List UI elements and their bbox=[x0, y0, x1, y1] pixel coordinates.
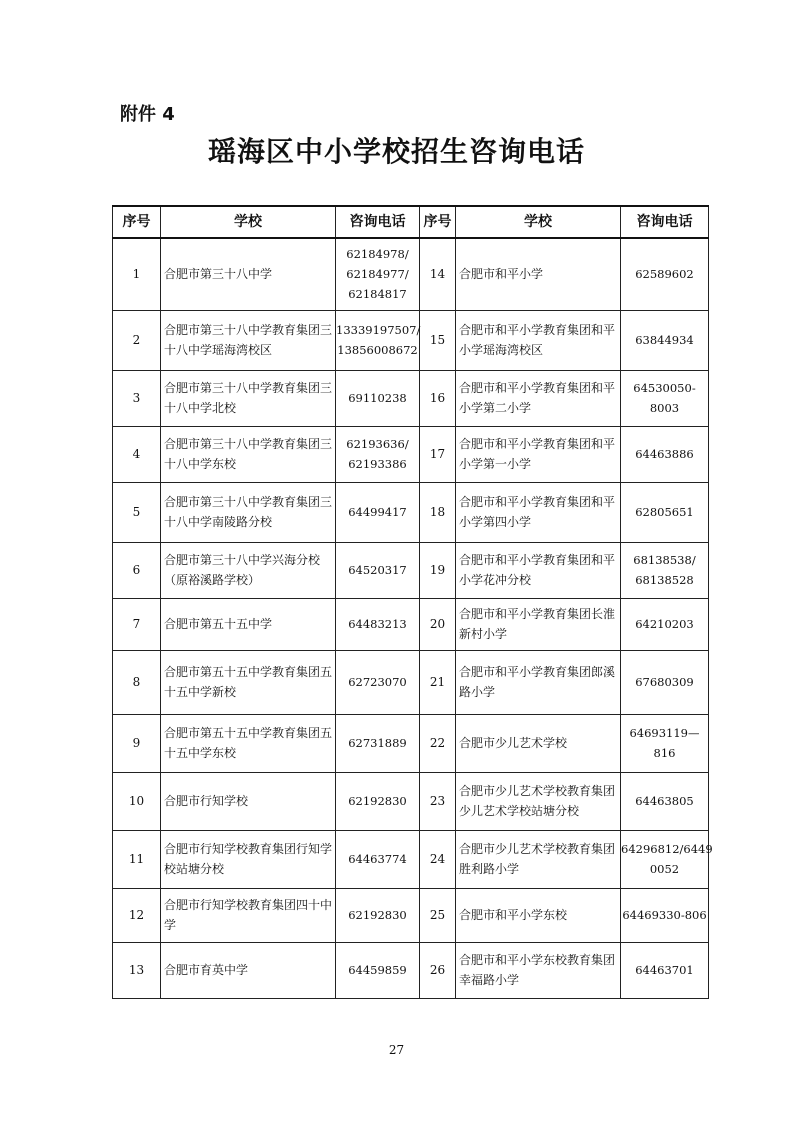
right-seq-cell: 16 bbox=[420, 370, 456, 426]
header-school-right: 学校 bbox=[456, 206, 621, 238]
right-school-cell: 合肥市少儿艺术学校 bbox=[456, 714, 621, 772]
header-tel-left: 咨询电话 bbox=[336, 206, 420, 238]
right-tel-cell: 64463701 bbox=[621, 942, 709, 998]
left-tel-cell: 64463774 bbox=[336, 830, 420, 888]
right-tel-cell: 67680309 bbox=[621, 650, 709, 714]
right-school-cell: 合肥市和平小学教育集团和平小学花冲分校 bbox=[456, 542, 621, 598]
header-seq-right: 序号 bbox=[420, 206, 456, 238]
right-seq-cell: 19 bbox=[420, 542, 456, 598]
right-school-cell: 合肥市和平小学教育集团和平小学第四小学 bbox=[456, 482, 621, 542]
left-school-cell: 合肥市第三十八中学 bbox=[161, 238, 336, 310]
left-school-cell: 合肥市行知学校 bbox=[161, 772, 336, 830]
table-row bbox=[113, 310, 709, 370]
right-school-cell: 合肥市和平小学教育集团和平小学第二小学 bbox=[456, 370, 621, 426]
table-row bbox=[113, 942, 709, 998]
right-tel-cell: 64463805 bbox=[621, 772, 709, 830]
left-seq-cell: 3 bbox=[113, 370, 161, 426]
left-seq-cell: 10 bbox=[113, 772, 161, 830]
right-tel-cell: 63844934 bbox=[621, 310, 709, 370]
right-school-cell: 合肥市和平小学教育集团和平小学瑶海湾校区 bbox=[456, 310, 621, 370]
left-tel-cell: 62731889 bbox=[336, 714, 420, 772]
right-seq-cell: 17 bbox=[420, 426, 456, 482]
left-seq-cell: 5 bbox=[113, 482, 161, 542]
left-school-cell: 合肥市第五十五中学 bbox=[161, 598, 336, 650]
left-tel-cell: 62184978/ 62184977/ 62184817 bbox=[336, 238, 420, 310]
left-school-cell: 合肥市第三十八中学教育集团三十八中学瑶海湾校区 bbox=[161, 310, 336, 370]
header-school-left: 学校 bbox=[161, 206, 336, 238]
left-school-cell: 合肥市第三十八中学兴海分校（原裕溪路学校） bbox=[161, 542, 336, 598]
right-school-cell: 合肥市和平小学东校教育集团幸福路小学 bbox=[456, 942, 621, 998]
left-tel-cell: 62723070 bbox=[336, 650, 420, 714]
right-tel-cell: 64530050-8003 bbox=[621, 370, 709, 426]
table-row bbox=[113, 370, 709, 426]
left-tel-cell: 62193636/ 62193386 bbox=[336, 426, 420, 482]
right-school-cell: 合肥市少儿艺术学校教育集团胜利路小学 bbox=[456, 830, 621, 888]
header-seq-left: 序号 bbox=[113, 206, 161, 238]
right-tel-cell: 64296812/6449 0052 bbox=[621, 830, 709, 888]
left-seq-cell: 8 bbox=[113, 650, 161, 714]
left-seq-cell: 9 bbox=[113, 714, 161, 772]
left-seq-cell: 4 bbox=[113, 426, 161, 482]
right-seq-cell: 22 bbox=[420, 714, 456, 772]
left-seq-cell: 12 bbox=[113, 888, 161, 942]
right-school-cell: 合肥市少儿艺术学校教育集团少儿艺术学校站塘分校 bbox=[456, 772, 621, 830]
page-number: 27 bbox=[388, 1043, 405, 1057]
left-school-cell: 合肥市第五十五中学教育集团五十五中学东校 bbox=[161, 714, 336, 772]
left-school-cell: 合肥市第三十八中学教育集团三十八中学东校 bbox=[161, 426, 336, 482]
left-seq-cell: 7 bbox=[113, 598, 161, 650]
left-tel-cell: 64499417 bbox=[336, 482, 420, 542]
annex-label: 附件 4 bbox=[120, 104, 175, 125]
right-school-cell: 合肥市和平小学教育集团和平小学第一小学 bbox=[456, 426, 621, 482]
left-school-cell: 合肥市第五十五中学教育集团五十五中学新校 bbox=[161, 650, 336, 714]
table-row bbox=[113, 482, 709, 542]
page-title: 瑶海区中小学校招生咨询电话 bbox=[207, 135, 585, 168]
table-row bbox=[113, 714, 709, 772]
right-seq-cell: 24 bbox=[420, 830, 456, 888]
right-seq-cell: 21 bbox=[420, 650, 456, 714]
left-school-cell: 合肥市第三十八中学教育集团三十八中学南陵路分校 bbox=[161, 482, 336, 542]
table-header-row bbox=[113, 206, 709, 238]
right-tel-cell: 62805651 bbox=[621, 482, 709, 542]
left-tel-cell: 62192830 bbox=[336, 888, 420, 942]
table-row bbox=[113, 426, 709, 482]
table-row bbox=[113, 830, 709, 888]
right-tel-cell: 68138538/ 68138528 bbox=[621, 542, 709, 598]
left-tel-cell: 62192830 bbox=[336, 772, 420, 830]
right-school-cell: 合肥市和平小学教育集团长淮新村小学 bbox=[456, 598, 621, 650]
left-seq-cell: 13 bbox=[113, 942, 161, 998]
left-seq-cell: 1 bbox=[113, 238, 161, 310]
right-tel-cell: 64463886 bbox=[621, 426, 709, 482]
left-seq-cell: 6 bbox=[113, 542, 161, 598]
right-tel-cell: 64469330-806 bbox=[621, 888, 709, 942]
right-tel-cell: 64693119—816 bbox=[621, 714, 709, 772]
table-body bbox=[113, 238, 713, 998]
table-row bbox=[113, 542, 709, 598]
left-tel-cell: 64459859 bbox=[336, 942, 420, 998]
left-tel-cell: 69110238 bbox=[336, 370, 420, 426]
right-seq-cell: 18 bbox=[420, 482, 456, 542]
right-tel-cell: 64210203 bbox=[621, 598, 709, 650]
header-tel-right: 咨询电话 bbox=[621, 206, 709, 238]
school-phone-table bbox=[112, 205, 713, 999]
right-school-cell: 合肥市和平小学教育集团郎溪路小学 bbox=[456, 650, 621, 714]
right-seq-cell: 23 bbox=[420, 772, 456, 830]
right-seq-cell: 14 bbox=[420, 238, 456, 310]
left-tel-cell: 64483213 bbox=[336, 598, 420, 650]
left-school-cell: 合肥市行知学校教育集团行知学校站塘分校 bbox=[161, 830, 336, 888]
left-seq-cell: 2 bbox=[113, 310, 161, 370]
right-seq-cell: 15 bbox=[420, 310, 456, 370]
table-row bbox=[113, 598, 709, 650]
left-seq-cell: 11 bbox=[113, 830, 161, 888]
left-school-cell: 合肥市第三十八中学教育集团三十八中学北校 bbox=[161, 370, 336, 426]
right-school-cell: 合肥市和平小学东校 bbox=[456, 888, 621, 942]
right-tel-cell: 62589602 bbox=[621, 238, 709, 310]
left-school-cell: 合肥市行知学校教育集团四十中学 bbox=[161, 888, 336, 942]
table-row bbox=[113, 650, 709, 714]
right-seq-cell: 25 bbox=[420, 888, 456, 942]
right-seq-cell: 26 bbox=[420, 942, 456, 998]
right-seq-cell: 20 bbox=[420, 598, 456, 650]
left-tel-cell: 13339197507/ 13856008672 bbox=[336, 310, 420, 370]
right-school-cell: 合肥市和平小学 bbox=[456, 238, 621, 310]
left-school-cell: 合肥市育英中学 bbox=[161, 942, 336, 998]
table-row bbox=[113, 888, 709, 942]
table-row bbox=[113, 772, 709, 830]
table-row bbox=[113, 238, 709, 310]
left-tel-cell: 64520317 bbox=[336, 542, 420, 598]
